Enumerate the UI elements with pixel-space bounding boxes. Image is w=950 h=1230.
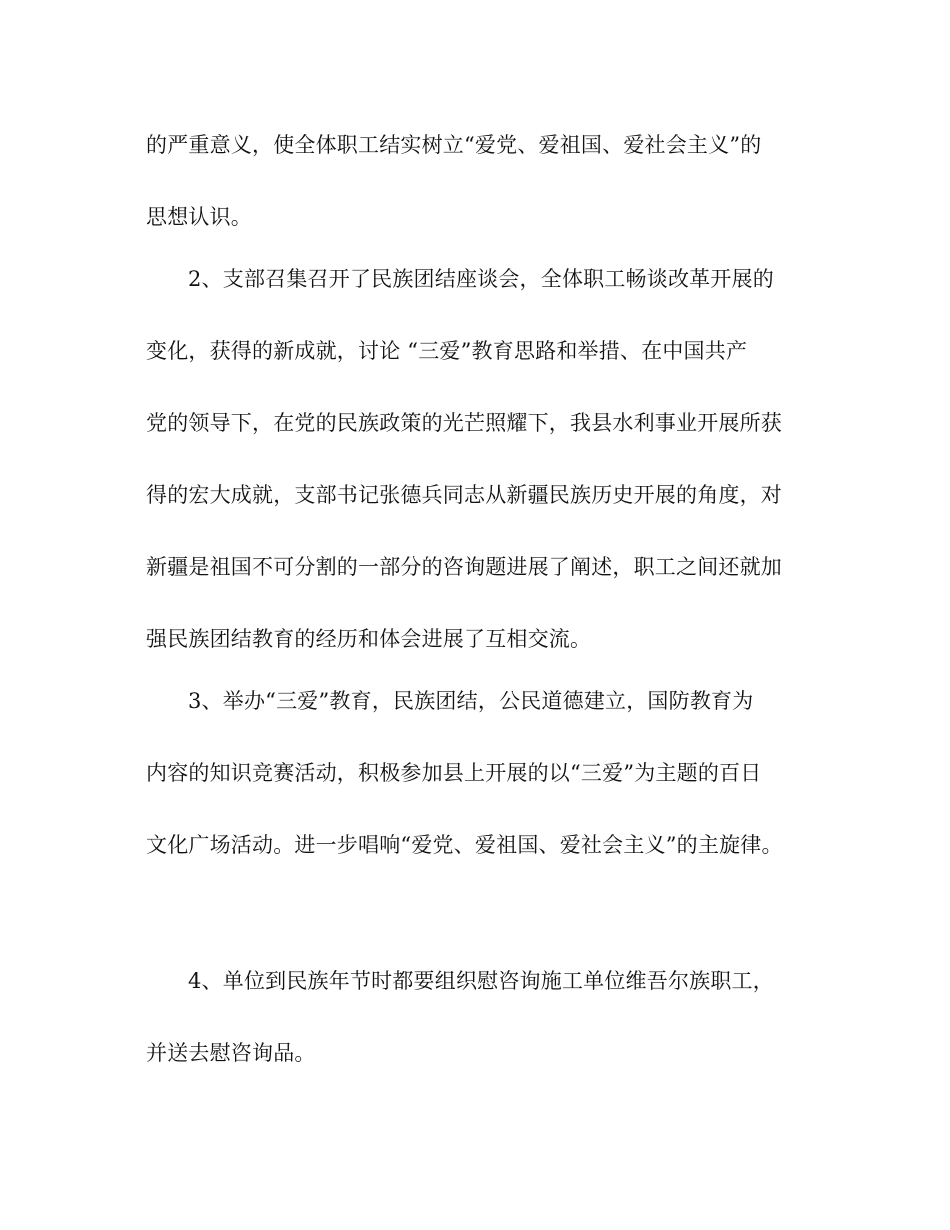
text-line: 内容的知识竞赛活动，积极参加县上开展的以“三爱”为主题的百日: [146, 761, 762, 785]
text-line: 的严重意义，使全体职工结实树立“爱党、爱祖国、爱社会主义”的: [146, 133, 762, 157]
text-line: 得的宏大成就，支部书记张德兵同志从新疆民族历史开展的角度，对: [146, 483, 782, 507]
text-line: 强民族团结教育的经历和体会进展了互相交流。: [146, 627, 592, 651]
paragraph-4-start: 4、单位到民族年节时都要组织慰咨询施工单位维吾尔族职工，: [188, 969, 774, 993]
text-line: 新疆是祖国不可分割的一部分的咨询题进展了阐述，职工之间还就加: [146, 555, 782, 579]
text-line: 党的领导下，在党的民族政策的光芒照耀下，我县水利事业开展所获: [146, 411, 782, 435]
text-line: 并送去慰咨询品。: [146, 1041, 316, 1065]
text-line: 变化，获得的新成就，讨论 “三爱”教育思路和举措、在中国共产: [146, 339, 748, 363]
text-line: 文化广场活动。进一步唱响“爱党、爱祖国、爱社会主义”的主旋律。: [146, 833, 783, 857]
paragraph-2-start: 2、支部召集召开了民族团结座谈会，全体职工畅谈改革开展的: [188, 267, 774, 291]
text-line: 思想认识。: [146, 205, 252, 229]
paragraph-3-start: 3、举办“三爱”教育，民族团结，公民道德建立，国防教育为: [188, 689, 754, 713]
